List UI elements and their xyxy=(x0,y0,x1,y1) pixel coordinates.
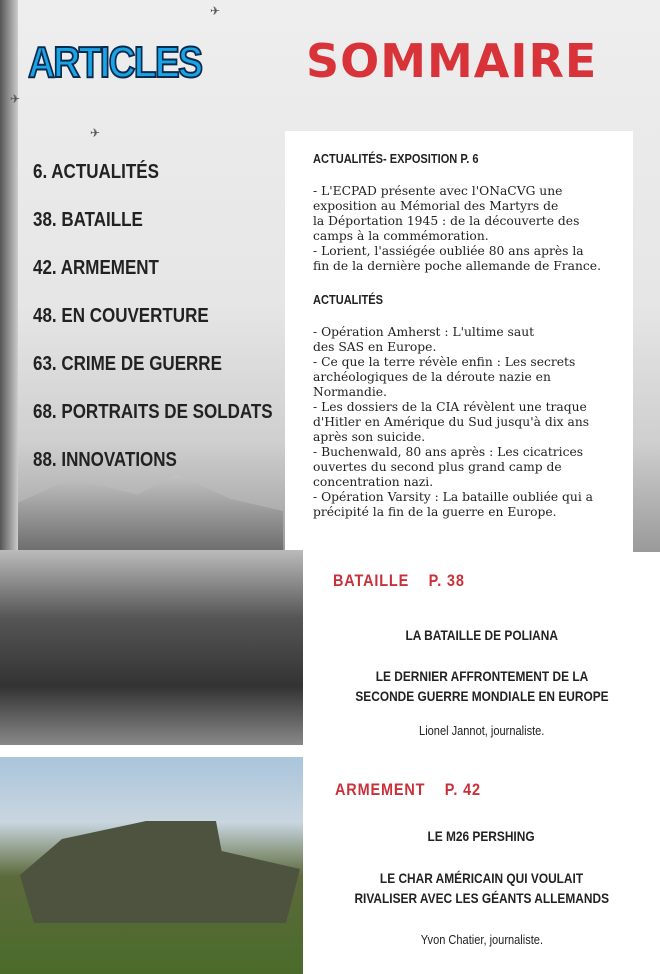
article-subtitle: LE DERNIER AFFRONTEMENT DE LA SECONDE GUERRE MONDIALE EN EUROPE xyxy=(354,668,609,704)
section-heading: ACTUALITÉS- EXPOSITION P. 6 xyxy=(313,151,479,166)
article-author: Yvon Chatier, journaliste. xyxy=(420,932,543,947)
article-summary: - Opération Amherst : L'ultime saut des SAS en Europe. - Ce que la terre révèle enfin : Les secrets archéologiques de la déroute nazie en Normandie. - Les dossiers de la CIA révèlent une traque d'Hitler en Amérique du Sud jusqu'à dix ans après son suicide. - Buchenwald, 80 ans après : Les cicatrices ouvertes du second plus grand camp de concentration nazi. - Opération Varsity : La bataille oubliée qui a précipité la fin de la guerre en Europe. xyxy=(313,325,594,519)
toc-item[interactable]: 38. BATAILLE xyxy=(33,209,143,231)
plane-icon: ✈ xyxy=(210,4,221,18)
toc-item[interactable]: 42. ARMEMENT xyxy=(33,257,159,279)
table-of-contents xyxy=(33,158,315,494)
background-edge xyxy=(0,0,21,552)
toc-item[interactable]: 48. EN COUVERTURE xyxy=(33,305,209,327)
plane-icon: ✈ xyxy=(10,92,21,106)
article-summary: - L'ECPAD présente avec l'ONaCVG une exposition au Mémorial des Martyrs de la Déportation 1945 : de la découverte des camps à la commémoration. - Lorient, l'assiégée oubliée 80 ans après la fin de la dernière poche allemande de France. xyxy=(313,184,601,273)
armement-section-label: ARMEMENT P. 42 xyxy=(335,780,481,799)
plane-icon: ✈ xyxy=(90,126,101,140)
articles-heading: ARTICLES xyxy=(28,38,202,87)
toc-item[interactable]: 63. CRIME DE GUERRE xyxy=(33,353,222,375)
article-title: LA BATAILLE DE POLIANA xyxy=(405,627,558,643)
toc-item[interactable]: 68. PORTRAITS DE SOLDATS xyxy=(33,401,273,423)
sommaire-heading: SOMMAIRE xyxy=(306,34,598,88)
toc-item[interactable]: 88. INNOVATIONS xyxy=(33,449,177,471)
actualites-box xyxy=(285,131,633,552)
section-heading: ACTUALITÉS xyxy=(313,292,383,307)
bataille-section-label: BATAILLE P. 38 xyxy=(333,571,465,590)
toc-item[interactable]: 6. ACTUALITÉS xyxy=(33,161,159,183)
article-author: Lionel Jannot, journaliste. xyxy=(418,723,545,738)
article-subtitle: LE CHAR AMÉRICAIN QUI VOULAIT RIVALISER AVEC LES GÉANTS ALLEMANDS xyxy=(354,870,609,906)
soldiers-group-photo xyxy=(0,550,303,745)
article-title: LE M26 PERSHING xyxy=(427,828,536,844)
